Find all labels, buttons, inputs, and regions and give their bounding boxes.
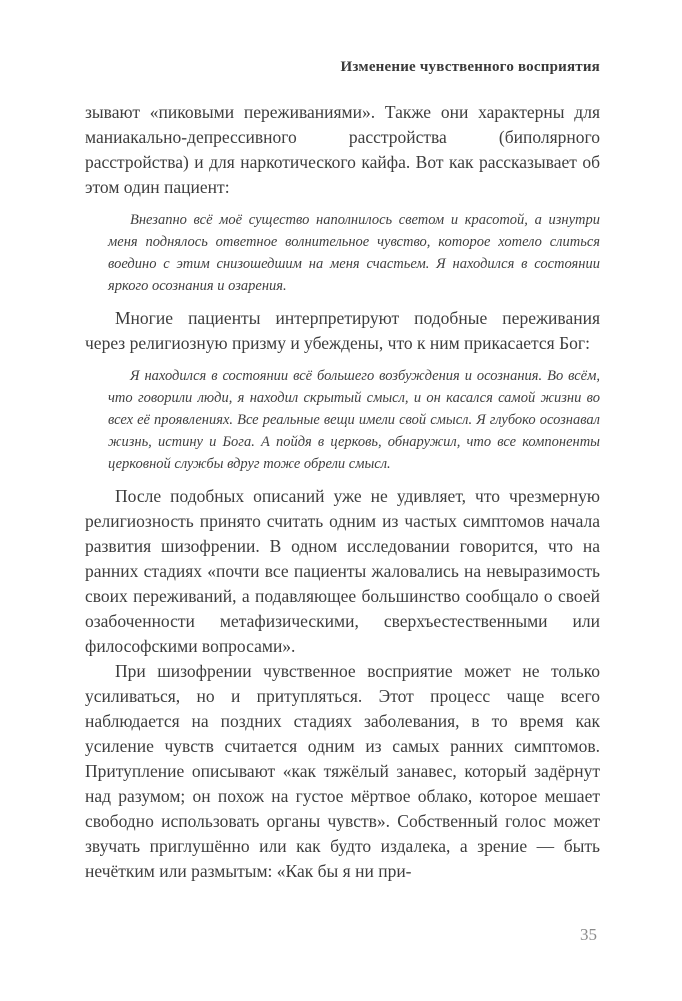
- patient-quote-2: Я находился в состоянии всё большего возбуждения и осознания. Во всём, что говорили люди, я находил скрытый смысл, и он касался самой жизни во всех её проявлениях. Все реальные вещи имели свой смысл. Я глубоко осознавал жизнь, истину и Бога. А пойдя в церковь, обнаружил, что все компоненты церковной службы вдруг тоже обрели смысл.: [108, 368, 600, 472]
- paragraph-1: зывают «пиковыми переживаниями». Также они характерны для маниакально-депрессивного расстройства (биполярного расстройства) и для наркотического кайфа. Вот как рассказывает об этом один пациент:: [85, 102, 600, 197]
- page-number: 35: [580, 925, 597, 944]
- paragraph-3: После подобных описаний уже не удивляет, что чрезмерную религиозность принято считать одним из частых симптомов начала развития шизофрении. В одном исследовании говорится, что на ранних стадиях «почти все пациенты жаловались на невыразимость своих переживаний, а подавляющее большинство сообщало о своей озабоченности метафизическими, сверхъестественными или философскими вопросами».: [85, 486, 600, 656]
- paragraph-4: При шизофрении чувственное восприятие может не только усиливаться, но и притупляться. Этот процесс чаще всего наблюдается на поздних стадиях заболевания, в то время как усиление чувств считается одним из самых ранних симптомов. Притупление описывают «как тяжёлый занавес, который задёрнут над разумом; он похож на густое мёртвое облако, которое мешает свободно использовать органы чувств». Собственный голос может звучать приглушённо или как будто издалека, а зрение — быть нечётким или размытым: «Как бы я ни при-: [85, 661, 600, 881]
- page-body: [85, 100, 600, 884]
- patient-quote-1: Внезапно всё моё существо наполнилось светом и красотой, а изнутри меня поднялось ответное волнительное чувство, которое хотело слиться воедино с этим снизошедшим на меня счастьем. Я находился в состоянии яркого осознания и озарения.: [108, 212, 600, 294]
- running-header: Изменение чувственного восприятия: [340, 59, 600, 75]
- paragraph-2: Многие пациенты интерпретируют подобные переживания через религиозную призму и убеждены, что к ним прикасается Бог:: [85, 308, 600, 353]
